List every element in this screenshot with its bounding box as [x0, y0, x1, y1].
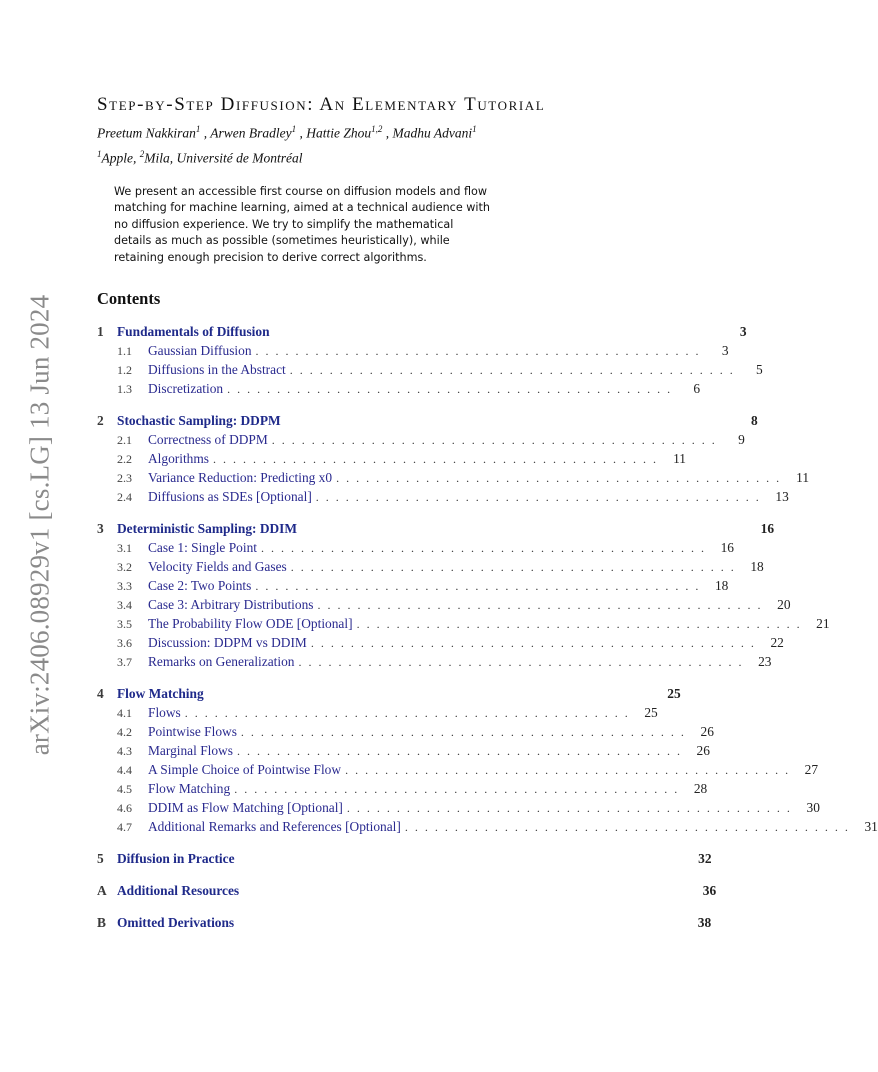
toc-entry-link[interactable]: Stochastic Sampling: DDPM — [117, 413, 281, 428]
toc-section-entry[interactable] — [97, 819, 878, 837]
toc-entry-link[interactable]: A Simple Choice of Pointwise Flow — [148, 762, 342, 777]
contents-heading: Contents — [97, 289, 161, 308]
toc-entry-link[interactable]: Flows — [148, 705, 181, 720]
toc-section-entry[interactable] — [97, 362, 763, 380]
toc-leader-dots: . . . . . . . . . . . . . . . . . . . . . . . . . . . . . . . . . . . . . . . . . . . . . — [271, 433, 717, 447]
toc-chapter-entry[interactable] — [97, 413, 758, 431]
toc-section-entry[interactable] — [97, 743, 710, 761]
toc-entry-link[interactable]: Flow Matching — [117, 686, 204, 701]
toc-entry-number: 4 — [97, 686, 104, 701]
toc-leader-dots: . . . . . . . . . . . . . . . . . . . . . . . . . . . . . . . . . . . . . . . . . . . . . — [234, 782, 680, 796]
toc-entry-link[interactable]: Discussion: DDPM vs DDIM — [148, 635, 307, 650]
toc-entry-number: 3.5 — [117, 617, 132, 631]
author-name: Arwen Bradley — [210, 125, 292, 141]
toc-section-entry[interactable] — [97, 559, 764, 577]
toc-section-entry[interactable] — [97, 762, 819, 780]
toc-section-entry[interactable] — [97, 781, 708, 799]
toc-section-entry[interactable] — [97, 800, 820, 818]
author-name: Hattie Zhou — [306, 125, 372, 141]
toc-page-number: 18 — [750, 559, 764, 574]
toc-leader-dots: . . . . . . . . . . . . . . . . . . . . . . . . . . . . . . . . . . . . . . . . . . . . . — [298, 655, 744, 669]
toc-entry-number: 3.1 — [117, 541, 132, 555]
toc-entry-number: 3.6 — [117, 636, 132, 650]
toc-section-entry[interactable] — [97, 597, 791, 615]
toc-entry-number: 3.7 — [117, 655, 132, 669]
toc-entry-number: 3.3 — [117, 579, 132, 593]
toc-entry-link[interactable]: The Probability Flow ODE [Optional] — [148, 616, 353, 631]
toc-section-entry[interactable] — [97, 635, 784, 653]
toc-leader-dots: . . . . . . . . . . . . . . . . . . . . . . . . . . . . . . . . . . . . . . . . . . . . . — [261, 541, 706, 555]
author-list: Preetum Nakkiran$^1$ , Arwen Bradley$^1$ , Hattie Zhou$^{1,2}$ , Madhu Advani$^1$ — [97, 124, 477, 141]
toc-leader-dots: . . . . . . . . . . . . . . . . . . . . . . . . . . . . . . . . . . . . . . . . . . . . . — [290, 560, 736, 574]
toc-leader-dots: . . . . . . . . . . . . . . . . . . . . . . . . . . . . . . . . . . . . . . . . . . . . . — [213, 452, 659, 466]
toc-entry-link[interactable]: Fundamentals of Diffusion — [117, 324, 270, 339]
toc-section-entry[interactable] — [97, 705, 658, 723]
toc-page-number: 26 — [696, 743, 710, 758]
toc-page-number: 27 — [804, 762, 819, 777]
toc-entry-link[interactable]: Flow Matching — [148, 781, 231, 796]
toc-leader-dots: . . . . . . . . . . . . . . . . . . . . . . . . . . . . . . . . . . . . . . . . . . . . . — [345, 763, 791, 777]
toc-page-number: 25 — [644, 705, 658, 720]
toc-entry-link[interactable]: Correctness of DDPM — [148, 432, 268, 447]
toc-entry-link[interactable]: Case 2: Two Points — [148, 578, 252, 593]
affiliation-list: $^1$Apple, $^2$Mila, Université de Montréal — [97, 149, 303, 166]
toc-entry-number: 5 — [97, 851, 104, 866]
toc-entry-number: A — [97, 883, 107, 898]
toc-section-entry[interactable] — [97, 578, 729, 596]
toc-page-number: 8 — [750, 413, 758, 428]
toc-entry-number: 4.7 — [117, 820, 132, 834]
toc-entry-link[interactable]: Additional Resources — [117, 883, 240, 898]
toc-leader-dots: . . . . . . . . . . . . . . . . . . . . . . . . . . . . . . . . . . . . . . . . . . . . . — [315, 490, 761, 504]
toc-entry-link[interactable]: Marginal Flows — [148, 743, 233, 758]
toc-leader-dots: . . . . . . . . . . . . . . . . . . . . . . . . . . . . . . . . . . . . . . . . . . . . . — [227, 382, 673, 396]
author-affiliation-mark: 1 — [472, 124, 477, 134]
toc-entry-number: 4.1 — [117, 706, 132, 720]
toc-page-number: 31 — [864, 819, 878, 834]
toc-entry-number: 4.3 — [117, 744, 132, 758]
toc-chapter-entry[interactable] — [97, 851, 712, 869]
toc-section-entry[interactable] — [97, 724, 714, 742]
affiliation-name: Apple — [101, 150, 133, 166]
arxiv-stamp — [10, 290, 70, 760]
toc-page-number: 11 — [796, 470, 810, 485]
toc-section-entry[interactable] — [97, 432, 745, 450]
toc-entry-link[interactable]: Diffusions as SDEs [Optional] — [148, 489, 312, 504]
toc-section-entry[interactable] — [97, 381, 701, 399]
toc-leader-dots: . . . . . . . . . . . . . . . . . . . . . . . . . . . . . . . . . . . . . . . . . . . . . — [184, 706, 630, 720]
toc-section-entry[interactable] — [97, 470, 810, 488]
toc-leader-dots: . . . . . . . . . . . . . . . . . . . . . . . . . . . . . . . . . . . . . . . . . . . . . — [356, 617, 802, 631]
toc-page-number: 18 — [714, 578, 729, 593]
toc-entry-number: 1.1 — [117, 344, 132, 358]
toc-section-entry[interactable] — [97, 540, 734, 558]
toc-entry-link[interactable]: Additional Remarks and References [Optional] — [148, 819, 401, 834]
toc-entry-number: 3.2 — [117, 560, 132, 574]
toc-entry-number: B — [97, 915, 106, 930]
toc-leader-dots: . . . . . . . . . . . . . . . . . . . . . . . . . . . . . . . . . . . . . . . . . . . . . — [255, 579, 701, 593]
arxiv-stamp-text: arXiv:2406.08929v1 [cs.LG] 13 Jun 2024 — [24, 294, 55, 756]
toc-leader-dots: . . . . . . . . . . . . . . . . . . . . . . . . . . . . . . . . . . . . . . . . . . . . . — [310, 636, 756, 650]
toc-entry-link[interactable]: Variance Reduction: Predicting x0 — [148, 470, 333, 485]
toc-entry-link[interactable]: Gaussian Diffusion — [148, 343, 252, 358]
toc-chapter-entry[interactable] — [97, 915, 712, 933]
affiliation-mark: 1 — [97, 149, 102, 159]
toc-entry-number: 2.1 — [117, 433, 132, 447]
toc-entry-number: 4.5 — [117, 782, 132, 796]
toc-section-entry[interactable] — [97, 343, 729, 361]
paper-title: Step-by-Step Diffusion: An Elementary Tutorial — [97, 94, 546, 115]
toc-page-number: 5 — [756, 362, 763, 377]
toc-entry-number: 1 — [97, 324, 104, 339]
toc-page-number: 6 — [693, 381, 701, 396]
toc-leader-dots: . . . . . . . . . . . . . . . . . . . . . . . . . . . . . . . . . . . . . . . . . . . . . — [289, 363, 735, 377]
toc-leader-dots: . . . . . . . . . . . . . . . . . . . . . . . . . . . . . . . . . . . . . . . . . . . . . — [236, 744, 682, 758]
toc-entry-number: 4.4 — [117, 763, 132, 777]
toc-page-number: 16 — [760, 521, 775, 536]
toc-entry-link[interactable]: Case 3: Arbitrary Distributions — [148, 597, 314, 612]
author-name: Madhu Advani — [392, 125, 473, 141]
toc-entry-link[interactable]: Remarks on Generalization — [148, 654, 295, 669]
toc-section-entry[interactable] — [97, 451, 687, 469]
author-affiliation-mark: 1 — [291, 124, 297, 134]
toc-page-number: 28 — [693, 781, 708, 796]
toc-page-number: 22 — [770, 635, 784, 650]
toc-page-number: 16 — [720, 540, 734, 555]
toc-page-number: 3 — [721, 343, 729, 358]
toc-entry-number: 3 — [97, 521, 104, 536]
toc-chapter-entry[interactable] — [97, 521, 775, 539]
toc-entry-number: 1.3 — [117, 382, 132, 396]
toc-entry-link[interactable]: Deterministic Sampling: DDIM — [117, 521, 298, 536]
toc-page-number: 38 — [697, 915, 712, 930]
toc-page-number: 9 — [738, 432, 745, 447]
toc-entry-link[interactable]: Pointwise Flows — [148, 724, 237, 739]
toc-chapter-entry[interactable] — [97, 883, 717, 901]
toc-entry-number: 2.3 — [117, 471, 132, 485]
toc-entry-link[interactable]: Diffusions in the Abstract — [148, 362, 286, 377]
toc-page-number: 11 — [673, 451, 687, 466]
toc-entry-link[interactable]: Algorithms — [148, 451, 210, 466]
toc-entry-number: 2 — [97, 413, 104, 428]
author-affiliation-mark: 1,2 — [371, 124, 383, 134]
toc-chapter-entry[interactable] — [97, 686, 681, 704]
toc-section-entry[interactable] — [97, 654, 772, 672]
toc-page-number: 32 — [698, 851, 712, 866]
toc-page-number: 21 — [816, 616, 830, 631]
toc-leader-dots: . . . . . . . . . . . . . . . . . . . . . . . . . . . . . . . . . . . . . . . . . . . . . — [317, 598, 763, 612]
toc-entry-number: 1.2 — [117, 363, 132, 377]
toc-chapter-entry[interactable] — [97, 324, 747, 342]
affiliation-mark: 2 — [139, 149, 145, 159]
toc-entry-link[interactable]: Discretization — [148, 381, 224, 396]
toc-page-number: 13 — [775, 489, 789, 504]
toc-entry-link[interactable]: Velocity Fields and Gases — [148, 559, 287, 574]
toc-page-number: 30 — [806, 800, 820, 815]
toc-leader-dots: . . . . . . . . . . . . . . . . . . . . . . . . . . . . . . . . . . . . . . . . . . . . . — [255, 344, 701, 358]
toc-entry-link[interactable]: Case 1: Single Point — [148, 540, 257, 555]
author-affiliation-mark: 1 — [195, 124, 201, 134]
toc-leader-dots: . . . . . . . . . . . . . . . . . . . . . . . . . . . . . . . . . . . . . . . . . . . . . — [404, 820, 850, 834]
toc-entry-number: 2.2 — [117, 452, 132, 466]
toc-entry-link[interactable]: Omitted Derivations — [117, 915, 235, 930]
toc-page-number: 36 — [702, 883, 717, 898]
toc-page-number: 23 — [758, 654, 772, 669]
toc-entry-number: 4.6 — [117, 801, 132, 815]
toc-section-entry[interactable] — [97, 489, 789, 507]
toc-page-number: 20 — [777, 597, 791, 612]
affiliation-name: Mila, Université de Montréal — [144, 150, 303, 166]
toc-page-number: 26 — [700, 724, 714, 739]
toc-entry-link[interactable]: Diffusion in Practice — [117, 851, 235, 866]
toc-page-number: 3 — [739, 324, 747, 339]
toc-leader-dots: . . . . . . . . . . . . . . . . . . . . . . . . . . . . . . . . . . . . . . . . . . . . . — [346, 801, 792, 815]
toc-entry-number: 4.2 — [117, 725, 132, 739]
toc-entry-number: 2.4 — [117, 490, 132, 504]
toc-section-entry[interactable] — [97, 616, 830, 634]
toc-leader-dots: . . . . . . . . . . . . . . . . . . . . . . . . . . . . . . . . . . . . . . . . . . . . . — [336, 471, 782, 485]
abstract: We present an accessible first course on diffusion models and flow matching for machine learning, aimed at a technical audience with no diffusion experience. We try to simplify the mathematical details as much as possible (sometimes heuristically), while retaining enough precision to derive correct algorithms. — [114, 185, 491, 264]
toc-leader-dots: . . . . . . . . . . . . . . . . . . . . . . . . . . . . . . . . . . . . . . . . . . . . . — [240, 725, 686, 739]
toc-entry-number: 3.4 — [117, 598, 132, 612]
toc-entry-link[interactable]: DDIM as Flow Matching [Optional] — [148, 800, 343, 815]
author-name: Preetum Nakkiran — [97, 125, 196, 141]
toc-page-number: 25 — [667, 686, 681, 701]
